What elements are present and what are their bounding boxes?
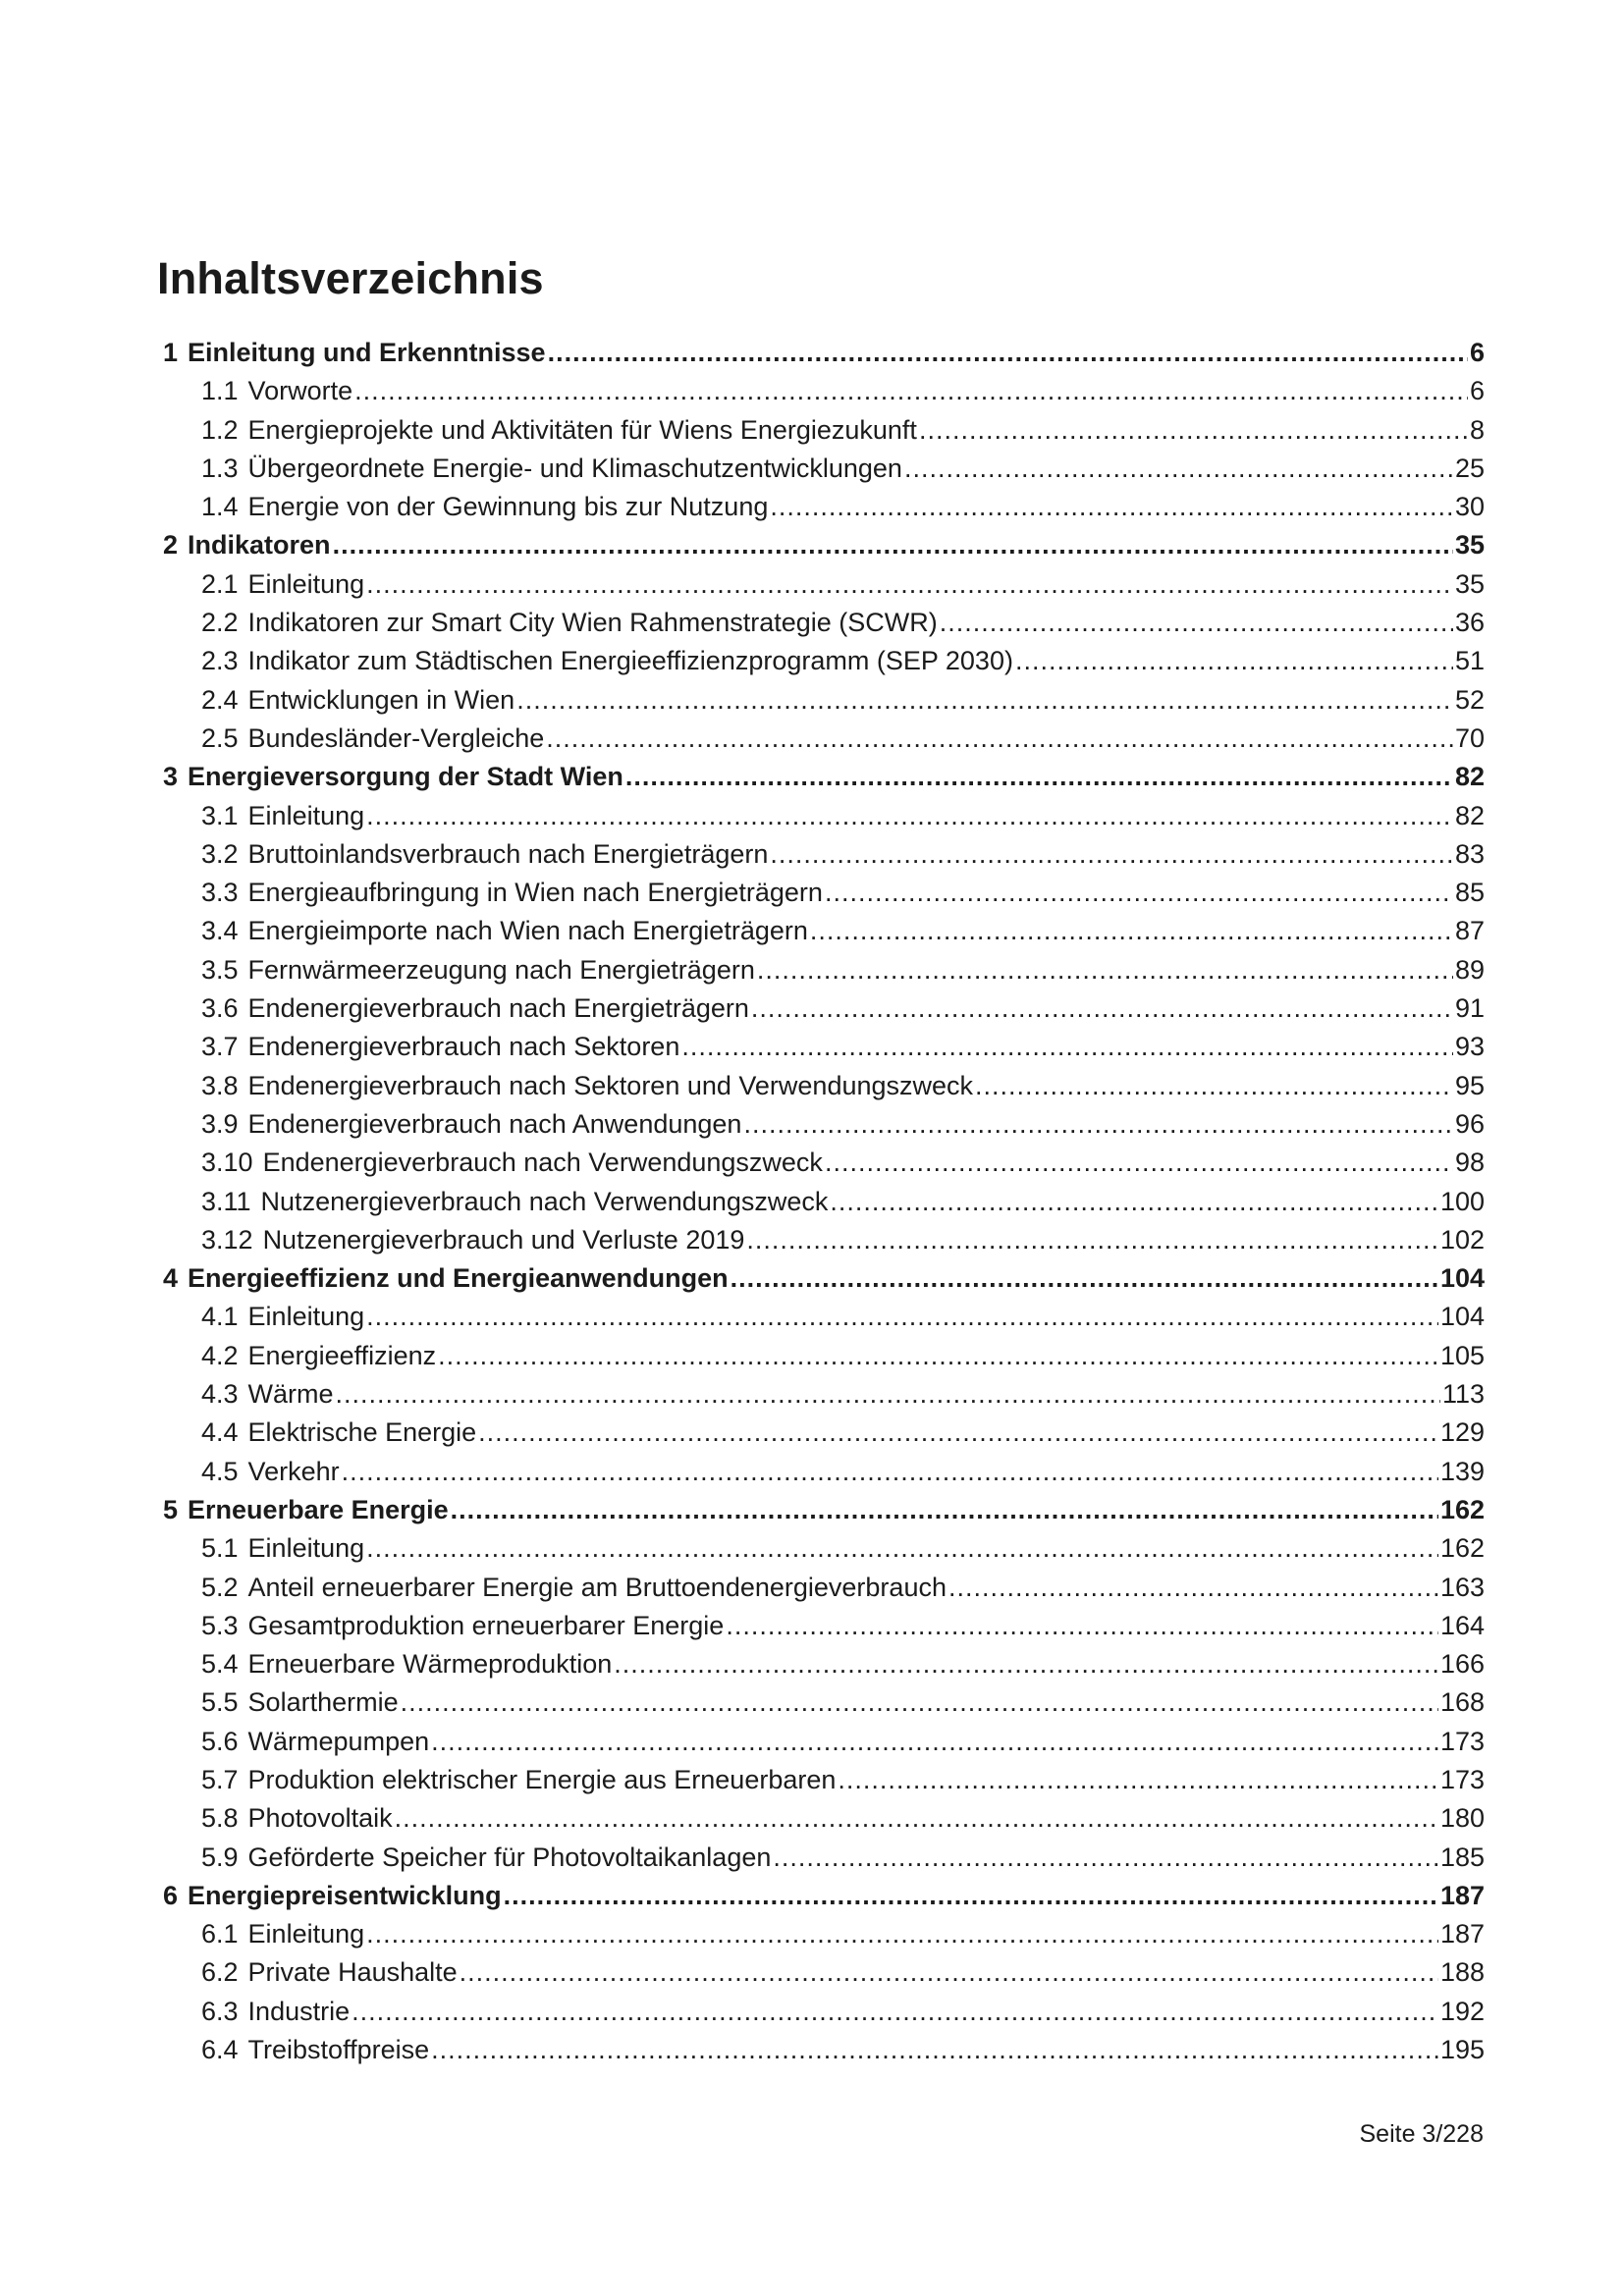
toc-entry-label: Gesamtproduktion erneuerbarer Energie (247, 1610, 725, 1640)
toc-entry-label: Endenergieverbrauch nach Anwendungen (247, 1108, 742, 1139)
toc-section-entry[interactable] (157, 1105, 1485, 1144)
toc-entry-label: Einleitung (247, 1533, 365, 1564)
toc-entry-label: Wärmepumpen (247, 1726, 430, 1756)
toc-entry-page: 162 (1439, 1533, 1485, 1564)
toc-dot-leader (825, 1144, 1453, 1182)
toc-entry-number: 5 (163, 1494, 179, 1524)
toc-entry-label: Verkehr (247, 1456, 340, 1486)
toc-section-entry[interactable] (157, 1028, 1485, 1066)
toc-entry-page: 51 (1454, 646, 1485, 676)
toc-entry-number: 5.9 (201, 1842, 239, 1872)
toc-dot-leader (830, 1183, 1438, 1221)
toc-section-entry[interactable] (157, 1414, 1485, 1452)
toc-entry-number: 1 (163, 338, 179, 367)
toc-entry-number: 2.4 (201, 684, 239, 715)
toc-section-entry[interactable] (157, 1761, 1485, 1799)
toc-entry-page: 87 (1454, 916, 1485, 946)
toc-entry-label: Treibstoffpreise (247, 2035, 430, 2065)
toc-section-entry[interactable] (157, 681, 1485, 720)
toc-entry-page: 166 (1439, 1649, 1485, 1680)
toc-section-entry[interactable] (157, 1569, 1485, 1607)
toc-section-entry[interactable] (157, 642, 1485, 680)
toc-entry-number: 4.5 (201, 1456, 239, 1486)
toc-entry-page: 100 (1439, 1186, 1485, 1216)
toc-entry-page: 187 (1439, 1919, 1485, 1949)
toc-section-entry[interactable] (157, 1375, 1485, 1414)
toc-dot-leader (431, 2031, 1438, 2069)
toc-entry-number: 3.5 (201, 954, 239, 985)
toc-section-entry[interactable] (157, 720, 1485, 758)
toc-entry-page: 164 (1439, 1610, 1485, 1640)
toc-entry-number: 6 (163, 1880, 179, 1910)
toc-entry-number: 5.6 (201, 1726, 239, 1756)
toc-entry-page: 163 (1439, 1572, 1485, 1602)
toc-entry-page: 6 (1469, 338, 1485, 367)
toc-entry-label: Indikatoren (188, 530, 331, 561)
toc-entry-page: 52 (1454, 684, 1485, 715)
toc-section-entry[interactable] (157, 1645, 1485, 1683)
toc-entry-page: 70 (1454, 722, 1485, 753)
toc-dot-leader (757, 951, 1453, 989)
toc-entry-number: 3.2 (201, 838, 239, 869)
toc-section-entry[interactable] (157, 372, 1485, 410)
toc-dot-leader (975, 1067, 1453, 1105)
toc-section-entry[interactable] (157, 565, 1485, 604)
toc-entry-number: 5.5 (201, 1687, 239, 1718)
toc-section-entry[interactable] (157, 1915, 1485, 1953)
toc-section-entry[interactable] (157, 488, 1485, 526)
toc-entry-page: 113 (1441, 1379, 1485, 1410)
toc-entry-label: Private Haushalte (247, 1957, 458, 1988)
toc-entry-page: 95 (1454, 1070, 1485, 1100)
toc-entry-label: Energiepreisentwicklung (188, 1880, 502, 1910)
toc-dot-leader (366, 797, 1453, 835)
toc-dot-leader (681, 1028, 1453, 1066)
toc-entry-page: 98 (1454, 1148, 1485, 1178)
toc-dot-leader (614, 1645, 1438, 1683)
page-title: Inhaltsverzeichnis (157, 253, 544, 303)
toc-entry-page: 105 (1439, 1340, 1485, 1370)
toc-entry-page: 91 (1454, 993, 1485, 1024)
toc-entry-page: 187 (1439, 1880, 1485, 1910)
toc-entry-label: Geförderte Speicher für Photovoltaikanlagen (247, 1842, 772, 1872)
toc-dot-leader (1015, 642, 1453, 680)
toc-dot-leader (773, 1839, 1438, 1877)
toc-entry-page: 168 (1439, 1687, 1485, 1718)
toc-entry-label: Einleitung (247, 800, 365, 830)
toc-section-entry[interactable] (157, 450, 1485, 488)
toc-entry-page: 36 (1454, 608, 1485, 638)
toc-chapter-entry[interactable] (157, 1877, 1485, 1915)
toc-entry-number: 4 (163, 1263, 179, 1294)
toc-entry-label: Endenergieverbrauch nach Sektoren (247, 1032, 680, 1062)
toc-section-entry[interactable] (157, 411, 1485, 450)
toc-entry-number: 5.8 (201, 1803, 239, 1834)
toc-entry-label: Nutzenergieverbrauch nach Verwendungszweck (260, 1186, 829, 1216)
toc-dot-leader (904, 450, 1453, 488)
toc-entry-number: 3.6 (201, 993, 239, 1024)
toc-entry-label: Indikator zum Städtischen Energieeffizienzprogramm (SEP 2030) (247, 646, 1013, 676)
toc-section-entry[interactable] (157, 1221, 1485, 1259)
toc-entry-label: Fernwärmeerzeugung nach Energieträgern (247, 954, 755, 985)
toc-section-entry[interactable] (157, 604, 1485, 642)
toc-entry-page: 8 (1469, 414, 1485, 445)
toc-section-entry[interactable] (157, 1839, 1485, 1877)
toc-dot-leader (401, 1683, 1438, 1722)
toc-entry-label: Bundesländer-Vergleiche (247, 722, 545, 753)
toc-entry-label: Nutzenergieverbrauch und Verluste 2019 (262, 1224, 745, 1255)
toc-entry-number: 4.1 (201, 1302, 239, 1332)
toc-entry-number: 3.9 (201, 1108, 239, 1139)
toc-entry-page: 162 (1439, 1494, 1485, 1524)
toc-dot-leader (919, 411, 1468, 450)
toc-dot-leader (366, 565, 1453, 604)
toc-entry-page: 35 (1454, 530, 1485, 561)
toc-section-entry[interactable] (157, 1607, 1485, 1645)
toc-entry-page: 96 (1454, 1108, 1485, 1139)
toc-dot-leader (431, 1723, 1438, 1761)
toc-dot-leader (460, 1953, 1438, 1992)
toc-dot-leader (333, 526, 1453, 564)
toc-entry-label: Energieaufbringung in Wien nach Energieträgern (247, 878, 823, 908)
toc-section-entry[interactable] (157, 835, 1485, 874)
toc-section-entry[interactable] (157, 2031, 1485, 2069)
toc-dot-leader (546, 720, 1453, 758)
toc-entry-page: 82 (1454, 800, 1485, 830)
toc-dot-leader (354, 372, 1468, 410)
toc-section-entry[interactable] (157, 1683, 1485, 1722)
toc-dot-leader (342, 1453, 1438, 1491)
toc-entry-number: 2.5 (201, 722, 239, 753)
toc-section-entry[interactable] (157, 1144, 1485, 1182)
toc-entry-number: 6.2 (201, 1957, 239, 1988)
toc-section-entry[interactable] (157, 1993, 1485, 2031)
toc-entry-number: 3.8 (201, 1070, 239, 1100)
toc-entry-page: 192 (1439, 1996, 1485, 2026)
toc-entry-page: 83 (1454, 838, 1485, 869)
toc-entry-label: Erneuerbare Wärmeproduktion (247, 1649, 613, 1680)
toc-chapter-entry[interactable] (157, 1259, 1485, 1298)
toc-entry-number: 3.3 (201, 878, 239, 908)
toc-dot-leader (746, 1221, 1438, 1259)
toc-entry-label: Indikatoren zur Smart City Wien Rahmenstrategie (SCWR) (247, 608, 938, 638)
toc-entry-page: 6 (1469, 376, 1485, 406)
toc-section-entry[interactable] (157, 1337, 1485, 1375)
toc-entry-number: 3.4 (201, 916, 239, 946)
toc-chapter-entry[interactable] (157, 758, 1485, 796)
toc-entry-label: Erneuerbare Energie (188, 1494, 449, 1524)
toc-entry-number: 3.10 (201, 1148, 253, 1178)
toc-entry-label: Industrie (247, 1996, 351, 2026)
toc-section-entry[interactable] (157, 912, 1485, 950)
toc-section-entry[interactable] (157, 1723, 1485, 1761)
toc-section-entry[interactable] (157, 989, 1485, 1028)
toc-section-entry[interactable] (157, 1529, 1485, 1568)
toc-entry-page: 93 (1454, 1032, 1485, 1062)
toc-entry-label: Endenergieverbrauch nach Verwendungszweck (262, 1148, 823, 1178)
toc-section-entry[interactable] (157, 1298, 1485, 1336)
toc-dot-leader (726, 1607, 1438, 1645)
toc-entry-number: 2.3 (201, 646, 239, 676)
toc-entry-page: 104 (1439, 1302, 1485, 1332)
toc-entry-number: 5.7 (201, 1764, 239, 1794)
toc-entry-page: 188 (1439, 1957, 1485, 1988)
toc-dot-leader (504, 1877, 1438, 1915)
toc-entry-number: 1.2 (201, 414, 239, 445)
toc-section-entry[interactable] (157, 1453, 1485, 1491)
toc-entry-label: Energieeffizienz (247, 1340, 437, 1370)
toc-entry-number: 5.2 (201, 1572, 239, 1602)
toc-entry-label: Übergeordnete Energie- und Klimaschutzentwicklungen (247, 453, 902, 483)
toc-entry-page: 180 (1439, 1803, 1485, 1834)
toc-entry-page: 129 (1439, 1417, 1485, 1448)
toc-dot-leader (838, 1761, 1438, 1799)
toc-entry-number: 1.4 (201, 492, 239, 522)
toc-dot-leader (825, 874, 1453, 912)
toc-entry-label: Energieeffizienz und Energieanwendungen (188, 1263, 729, 1294)
toc-entry-label: Endenergieverbrauch nach Energieträgern (247, 993, 749, 1024)
toc-entry-page: 30 (1454, 492, 1485, 522)
toc-entry-label: Einleitung und Erkenntnisse (188, 338, 546, 367)
toc-dot-leader (478, 1414, 1438, 1452)
toc-entry-page: 89 (1454, 954, 1485, 985)
toc-entry-page: 173 (1439, 1764, 1485, 1794)
toc-entry-number: 4.4 (201, 1417, 239, 1448)
toc-entry-label: Vorworte (247, 376, 353, 406)
toc-entry-label: Energieprojekte und Aktivitäten für Wiens Energiezukunft (247, 414, 917, 445)
toc-entry-label: Entwicklungen in Wien (247, 684, 515, 715)
toc-dot-leader (743, 1105, 1453, 1144)
toc-dot-leader (810, 912, 1453, 950)
toc-entry-page: 185 (1439, 1842, 1485, 1872)
toc-entry-number: 3.1 (201, 800, 239, 830)
toc-entry-number: 3.7 (201, 1032, 239, 1062)
toc-entry-label: Energie von der Gewinnung bis zur Nutzung (247, 492, 769, 522)
table-of-contents (157, 334, 1485, 2069)
page-number: Seite 3/228 (1359, 2120, 1484, 2148)
toc-entry-label: Elektrische Energie (247, 1417, 477, 1448)
toc-entry-label: Endenergieverbrauch nach Sektoren und Verwendungszweck (247, 1070, 974, 1100)
toc-dot-leader (548, 334, 1468, 372)
toc-entry-label: Einleitung (247, 1919, 365, 1949)
toc-entry-number: 3.11 (201, 1186, 251, 1216)
toc-entry-page: 195 (1439, 2035, 1485, 2065)
toc-section-entry[interactable] (157, 1067, 1485, 1105)
toc-chapter-entry[interactable] (157, 526, 1485, 564)
toc-entry-number: 4.2 (201, 1340, 239, 1370)
toc-entry-number: 3.12 (201, 1224, 253, 1255)
toc-dot-leader (366, 1915, 1438, 1953)
toc-section-entry[interactable] (157, 874, 1485, 912)
toc-section-entry[interactable] (157, 1183, 1485, 1221)
toc-entry-label: Anteil erneuerbarer Energie am Bruttoendenergieverbrauch (247, 1572, 947, 1602)
toc-entry-number: 1.3 (201, 453, 239, 483)
toc-entry-number: 3 (163, 762, 179, 792)
toc-dot-leader (352, 1993, 1438, 2031)
toc-entry-page: 85 (1454, 878, 1485, 908)
toc-entry-page: 104 (1439, 1263, 1485, 1294)
toc-section-entry[interactable] (157, 1799, 1485, 1838)
toc-entry-number: 2.1 (201, 568, 239, 599)
toc-entry-label: Energieversorgung der Stadt Wien (188, 762, 623, 792)
toc-dot-leader (940, 604, 1453, 642)
toc-entry-page: 139 (1439, 1456, 1485, 1486)
toc-entry-page: 82 (1454, 762, 1485, 792)
toc-entry-number: 4.3 (201, 1379, 239, 1410)
toc-entry-label: Produktion elektrischer Energie aus Erneuerbaren (247, 1764, 837, 1794)
toc-entry-label: Energieimporte nach Wien nach Energieträgern (247, 916, 808, 946)
toc-dot-leader (451, 1491, 1438, 1529)
toc-dot-leader (770, 835, 1453, 874)
toc-section-entry[interactable] (157, 1953, 1485, 1992)
toc-dot-leader (366, 1298, 1438, 1336)
toc-entry-number: 5.4 (201, 1649, 239, 1680)
toc-section-entry[interactable] (157, 951, 1485, 989)
toc-section-entry[interactable] (157, 797, 1485, 835)
toc-entry-page: 102 (1439, 1224, 1485, 1255)
toc-dot-leader (516, 681, 1453, 720)
toc-entry-number: 2.2 (201, 608, 239, 638)
toc-entry-number: 5.3 (201, 1610, 239, 1640)
toc-entry-number: 6.4 (201, 2035, 239, 2065)
toc-entry-page: 173 (1439, 1726, 1485, 1756)
toc-dot-leader (625, 758, 1453, 796)
toc-chapter-entry[interactable] (157, 1491, 1485, 1529)
toc-dot-leader (438, 1337, 1438, 1375)
toc-entry-label: Bruttoinlandsverbrauch nach Energieträgern (247, 838, 769, 869)
toc-entry-number: 6.1 (201, 1919, 239, 1949)
toc-entry-label: Wärme (247, 1379, 334, 1410)
toc-entry-label: Solarthermie (247, 1687, 399, 1718)
toc-entry-number: 6.3 (201, 1996, 239, 2026)
toc-chapter-entry[interactable] (157, 334, 1485, 372)
toc-dot-leader (751, 989, 1453, 1028)
toc-entry-number: 5.1 (201, 1533, 239, 1564)
toc-entry-number: 1.1 (201, 376, 239, 406)
toc-dot-leader (770, 488, 1453, 526)
toc-entry-label: Photovoltaik (247, 1803, 393, 1834)
toc-entry-number: 2 (163, 530, 179, 561)
toc-dot-leader (948, 1569, 1438, 1607)
toc-entry-page: 25 (1454, 453, 1485, 483)
toc-dot-leader (366, 1529, 1438, 1568)
toc-dot-leader (336, 1375, 1440, 1414)
toc-entry-label: Einleitung (247, 1302, 365, 1332)
toc-entry-label: Einleitung (247, 568, 365, 599)
toc-dot-leader (395, 1799, 1438, 1838)
toc-entry-page: 35 (1454, 568, 1485, 599)
toc-dot-leader (731, 1259, 1438, 1298)
